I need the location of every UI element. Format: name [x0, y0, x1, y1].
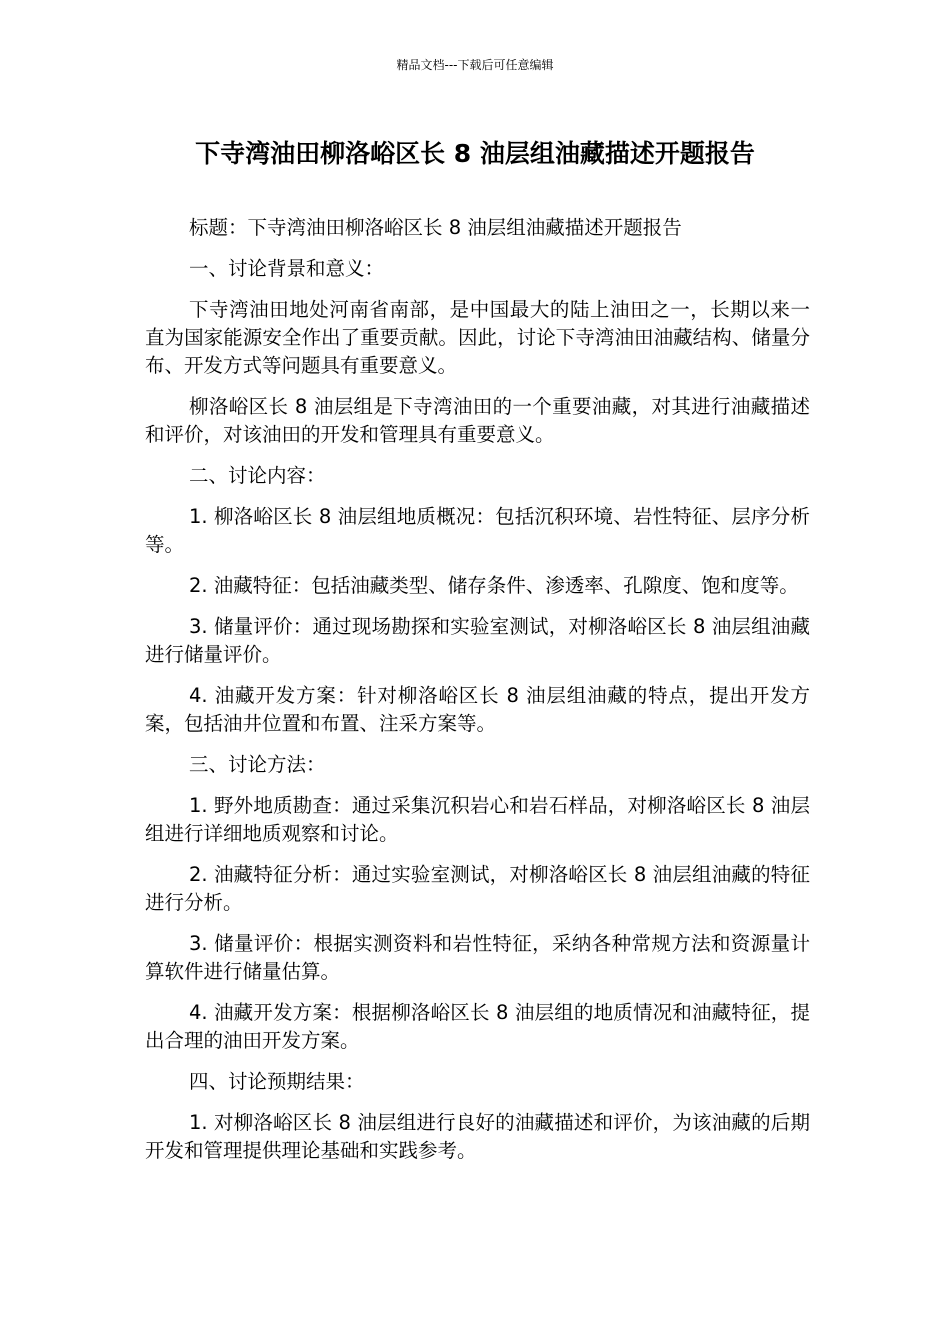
document-body: [145, 214, 810, 1178]
header-note: 精品文档---下载后可任意编辑: [396, 58, 554, 72]
list-item: 1. 对柳洛峪区长 8 油层组进行良好的油藏描述和评价，为该油藏的后期开发和管理提供理论基础和实践参考。: [145, 1111, 810, 1162]
list-item: 1. 柳洛峪区长 8 油层组地质概况：包括沉积环境、岩性特征、层序分析等。: [145, 505, 810, 556]
paragraph: 柳洛峪区长 8 油层组是下寺湾油田的一个重要油藏，对其进行油藏描述和评价，对该油田的开发和管理具有重要意义。: [145, 395, 810, 446]
section-heading-expected-results: 四、讨论预期结果：: [189, 1070, 365, 1093]
paragraph-subject: 标题：下寺湾油田柳洛峪区长 8 油层组油藏描述开题报告: [189, 216, 682, 239]
list-item: 3. 储量评价：根据实测资料和岩性特征，采纳各种常规方法和资源量计算软件进行储量估算。: [145, 932, 810, 983]
list-item: 3. 储量评价：通过现场勘探和实验室测试，对柳洛峪区长 8 油层组油藏进行储量评价。: [145, 615, 810, 666]
section-heading-background: 一、讨论背景和意义：: [189, 257, 385, 280]
list-item: 4. 油藏开发方案：针对柳洛峪区长 8 油层组油藏的特点，提出开发方案，包括油井位置和布置、注采方案等。: [145, 684, 810, 735]
paragraph: 下寺湾油田地处河南省南部，是中国最大的陆上油田之一，长期以来一直为国家能源安全作出了重要贡献。因此，讨论下寺湾油田油藏结构、储量分布、开发方式等问题具有重要意义。: [145, 298, 810, 377]
document-title: 下寺湾油田柳洛峪区长 8 油层组油藏描述开题报告: [195, 139, 755, 168]
section-heading-content: 二、讨论内容：: [189, 464, 326, 487]
list-item: 2. 油藏特征分析：通过实验室测试，对柳洛峪区长 8 油层组油藏的特征进行分析。: [145, 863, 810, 914]
section-heading-methods: 三、讨论方法：: [189, 753, 326, 776]
list-item: 1. 野外地质勘查：通过采集沉积岩心和岩石样品，对柳洛峪区长 8 油层组进行详细地质观察和讨论。: [145, 794, 810, 845]
list-item: 4. 油藏开发方案：根据柳洛峪区长 8 油层组的地质情况和油藏特征，提出合理的油田开发方案。: [145, 1001, 810, 1052]
list-item: 2. 油藏特征：包括油藏类型、储存条件、渗透率、孔隙度、饱和度等。: [189, 574, 799, 597]
